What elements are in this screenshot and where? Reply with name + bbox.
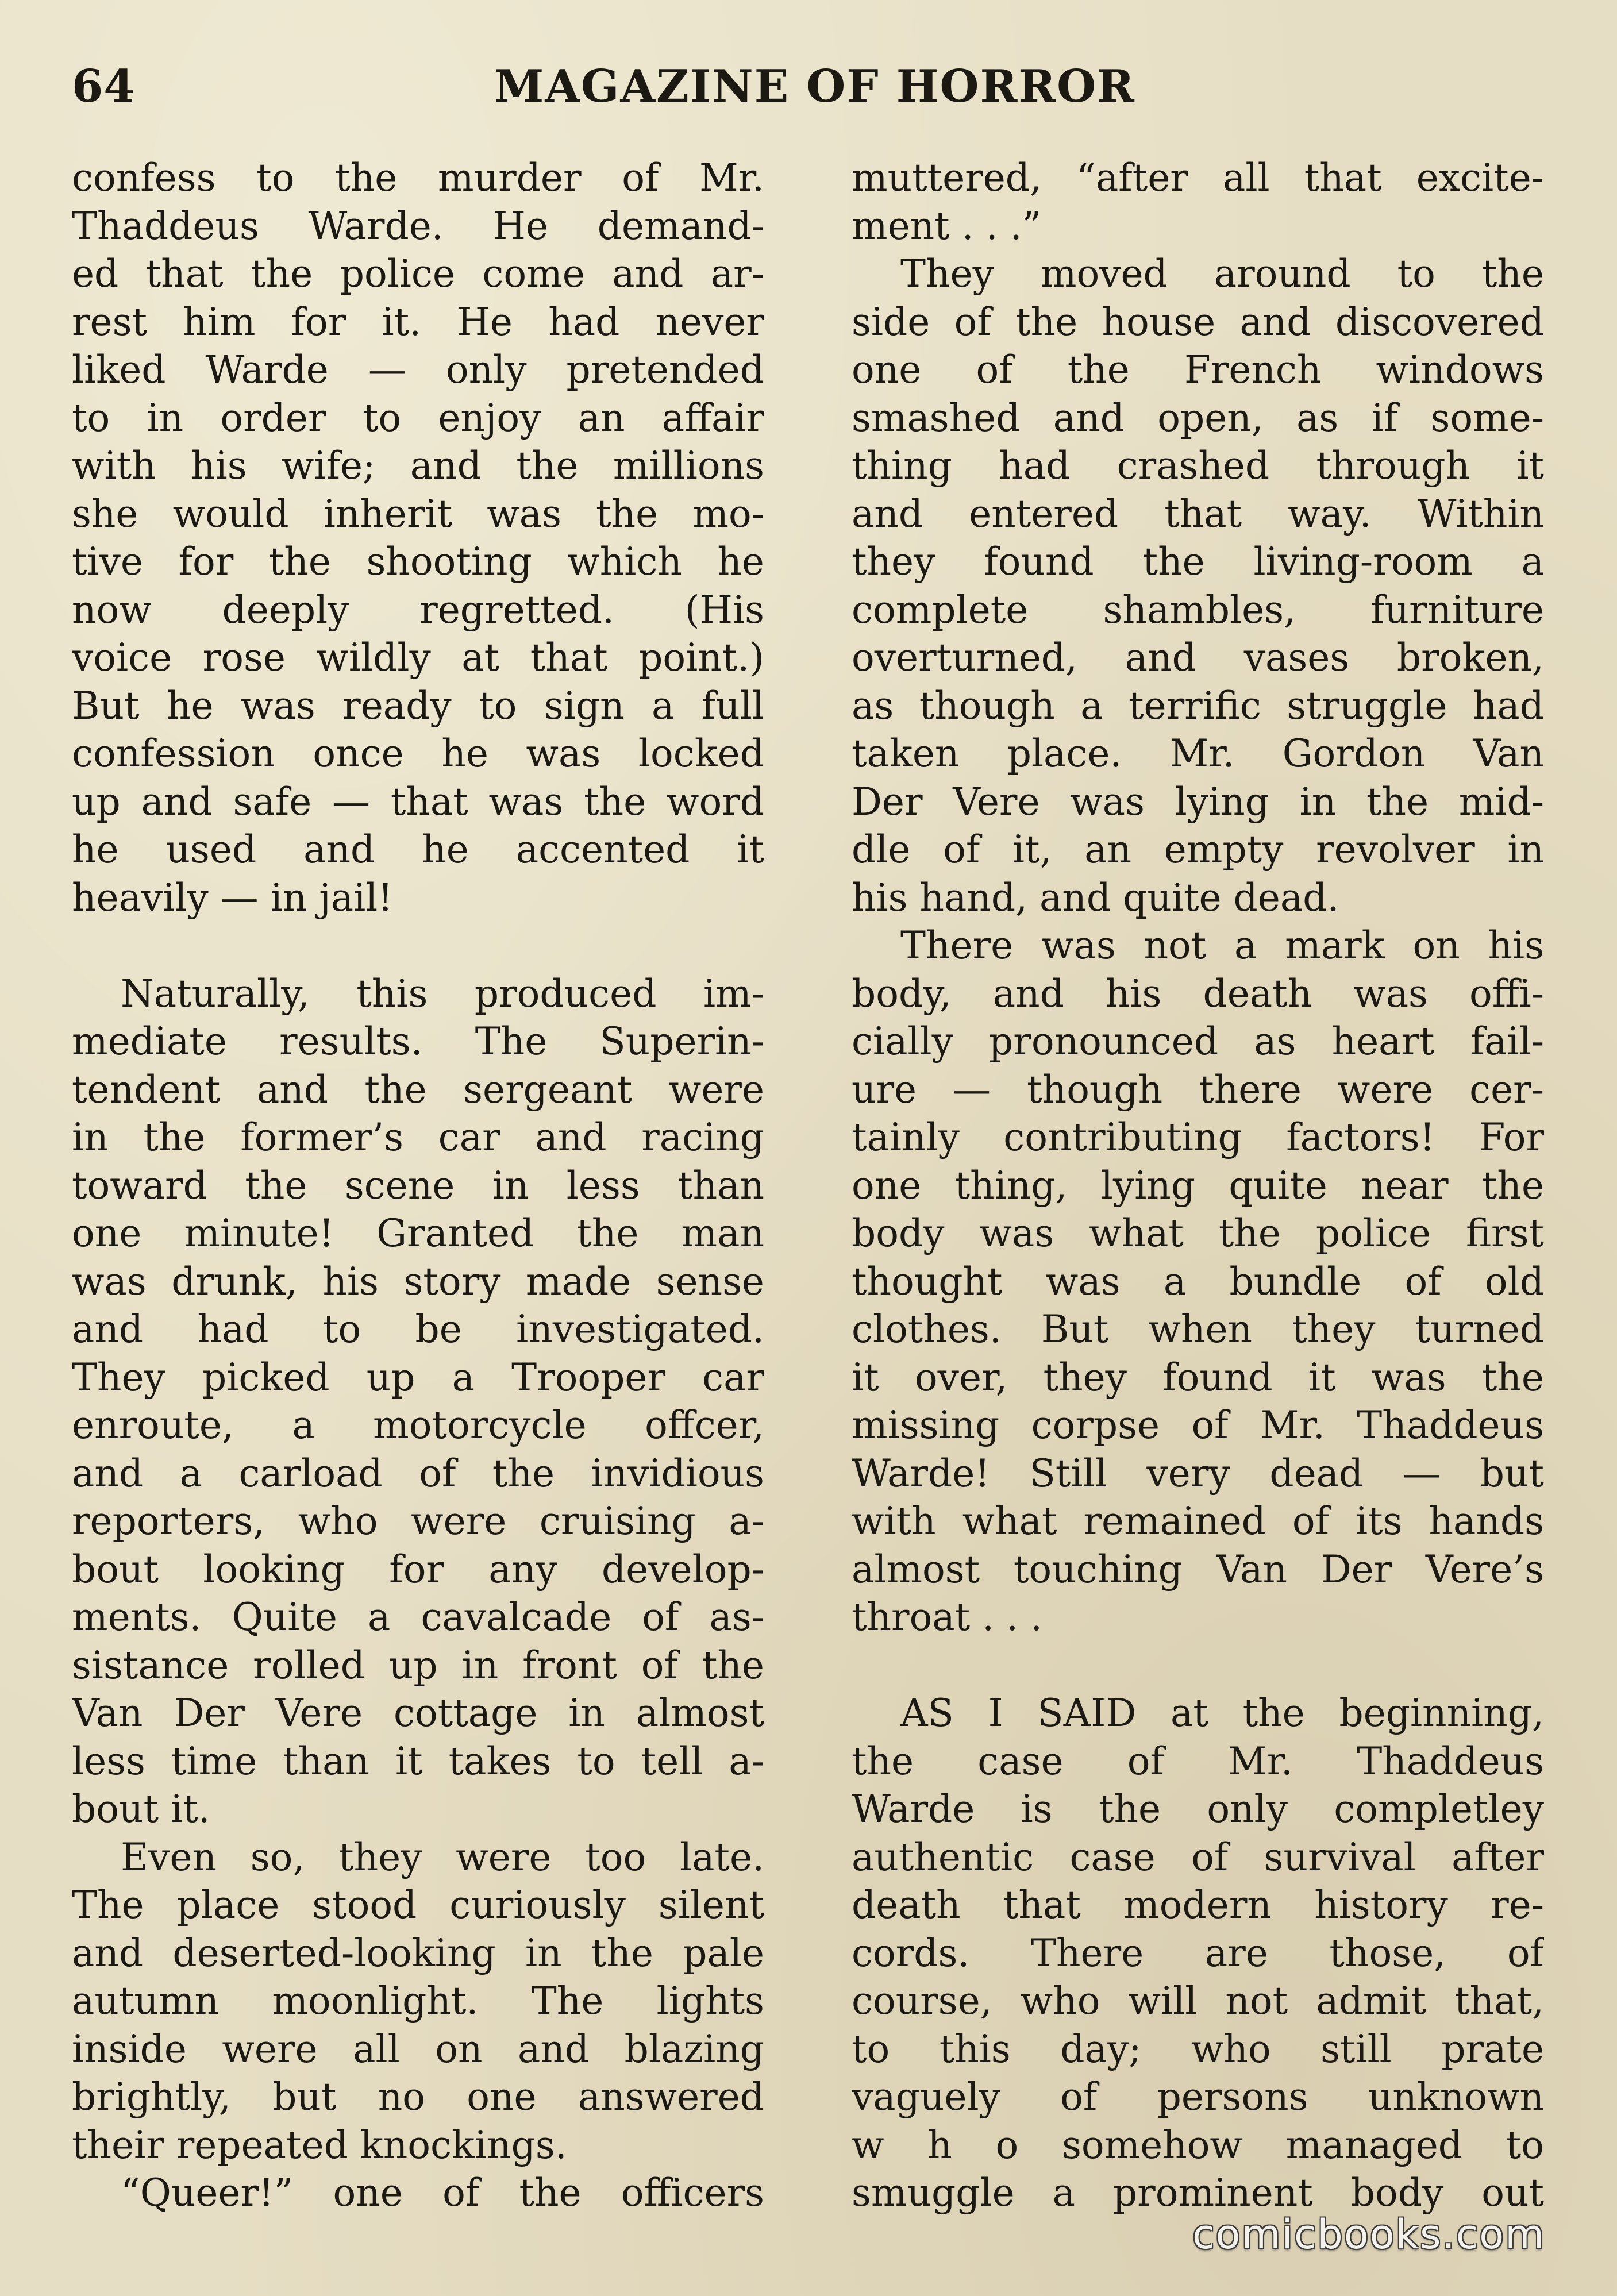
text-line: toward the scene in less than xyxy=(72,1163,764,1208)
text-line: to in order to enjoy an affair xyxy=(72,395,764,440)
text-line: Warde! Still very dead — but xyxy=(852,1451,1544,1496)
text-line: muttered, “after all that excite- xyxy=(852,156,1544,200)
text-line: his hand, and quite dead. xyxy=(852,875,1339,920)
text-line: Van Der Vere cottage in almost xyxy=(72,1691,764,1735)
text-line: the case of Mr. Thaddeus xyxy=(852,1739,1544,1783)
text-line: authentic case of survival after xyxy=(852,1835,1544,1879)
text-line: bout looking for any develop- xyxy=(72,1547,764,1592)
text-line: and deserted-looking in the pale xyxy=(72,1931,764,1975)
paragraph-gap xyxy=(852,1642,1544,1690)
text-line: and a carload of the invidious xyxy=(72,1451,764,1496)
text-line: heavily — in jail! xyxy=(72,875,393,920)
text-line: rest him for it. He had never xyxy=(72,299,764,344)
text-line: tive for the shooting which he xyxy=(72,540,764,584)
text-line: thought was a bundle of old xyxy=(852,1259,1544,1304)
page-number: 64 xyxy=(72,60,136,113)
text-line: There was not a mark on his xyxy=(900,923,1544,968)
text-line: autumn moonlight. The lights xyxy=(72,1979,764,2023)
text-line: enroute, a motorcycle offcer, xyxy=(72,1403,764,1447)
text-line: cially pronounced as heart fail- xyxy=(852,1019,1544,1064)
text-line: less time than it takes to tell a- xyxy=(72,1739,764,1783)
text-line: one of the French windows xyxy=(852,348,1544,392)
text-line: Der Vere was lying in the mid- xyxy=(852,779,1544,824)
text-line: ments. Quite a cavalcade of as- xyxy=(72,1595,764,1639)
text-line: overturned, and vases broken, xyxy=(852,635,1544,680)
text-line: with his wife; and the millions xyxy=(72,444,764,488)
text-line: it over, they found it was the xyxy=(852,1355,1544,1400)
text-line: But he was ready to sign a full xyxy=(72,683,764,728)
text-line: liked Warde — only pretended xyxy=(72,348,764,392)
text-line: The place stood curiously silent xyxy=(72,1883,764,1927)
text-line: They moved around to the xyxy=(900,252,1544,296)
text-line: w h o somehow managed to xyxy=(852,2122,1544,2167)
watermark: comicbooks.com xyxy=(1192,2211,1546,2258)
text-line: bout it. xyxy=(72,1787,210,1831)
text-line: smuggle a prominent body out xyxy=(852,2171,1544,2215)
text-line: AS I SAID at the beginning, xyxy=(900,1691,1544,1735)
text-line: now deeply regretted. (His xyxy=(72,587,764,632)
text-line: Naturally, this produced im- xyxy=(121,971,764,1016)
text-line: ure — though there were cer- xyxy=(852,1067,1544,1112)
text-line: sistance rolled up in front of the xyxy=(72,1643,764,1688)
text-line: reporters, who were cruising a- xyxy=(72,1499,764,1543)
text-line: course, who will not admit that, xyxy=(852,1979,1544,2023)
text-line: tainly contributing factors! For xyxy=(852,1115,1544,1159)
text-line: up and safe — that was the word xyxy=(72,779,764,824)
text-line: he used and he accented it xyxy=(72,827,764,872)
text-line: They picked up a Trooper car xyxy=(72,1355,764,1400)
text-line: missing corpse of Mr. Thaddeus xyxy=(852,1403,1544,1447)
text-line: vaguely of persons unknown xyxy=(852,2075,1544,2119)
text-line: cords. There are those, of xyxy=(852,1931,1544,1975)
text-line: Even so, they were too late. xyxy=(121,1835,764,1879)
text-line: as though a terrific struggle had xyxy=(852,683,1544,728)
text-line: to this day; who still prate xyxy=(852,2027,1544,2071)
text-line: their repeated knockings. xyxy=(72,2122,567,2167)
text-line: with what remained of its hands xyxy=(852,1499,1544,1543)
text-line: inside were all on and blazing xyxy=(72,2027,764,2071)
text-line: dle of it, an empty revolver in xyxy=(852,827,1544,872)
text-line: mediate results. The Superin- xyxy=(72,1019,764,1064)
text-line: in the former’s car and racing xyxy=(72,1115,764,1159)
running-head: MAGAZINE OF HORROR xyxy=(494,60,1135,113)
text-line: taken place. Mr. Gordon Van xyxy=(852,731,1544,776)
text-line: confession once he was locked xyxy=(72,731,764,776)
text-line: one thing, lying quite near the xyxy=(852,1163,1544,1208)
left-text-column xyxy=(72,154,764,2217)
text-line: confess to the murder of Mr. xyxy=(72,156,764,200)
page-header xyxy=(72,55,1543,124)
text-line: tendent and the sergeant were xyxy=(72,1067,764,1112)
text-line: ed that the police come and ar- xyxy=(72,252,764,296)
text-line: and had to be investigated. xyxy=(72,1307,764,1351)
text-line: she would inherit was the mo- xyxy=(72,491,764,536)
paragraph-gap xyxy=(72,922,764,970)
text-line: thing had crashed through it xyxy=(852,444,1544,488)
text-line: ment . . .” xyxy=(852,203,1042,248)
text-line: body was what the police first xyxy=(852,1211,1544,1255)
text-line: clothes. But when they turned xyxy=(852,1307,1544,1351)
text-line: throat . . . xyxy=(852,1595,1043,1639)
right-text-column xyxy=(852,154,1544,2217)
text-line: death that modern history re- xyxy=(852,1883,1544,1927)
text-line: and entered that way. Within xyxy=(852,491,1544,536)
text-line: almost touching Van Der Vere’s xyxy=(852,1547,1544,1592)
text-line: Thaddeus Warde. He demand- xyxy=(72,203,764,248)
text-line: Warde is the only completley xyxy=(852,1787,1544,1831)
text-line: side of the house and discovered xyxy=(852,299,1544,344)
text-line: they found the living-room a xyxy=(852,540,1544,584)
text-line: voice rose wildly at that point.) xyxy=(72,635,764,680)
text-line: complete shambles, furniture xyxy=(852,587,1544,632)
text-line: one minute! Granted the man xyxy=(72,1211,764,1255)
text-line: “Queer!” one of the officers xyxy=(121,2171,764,2215)
text-line: was drunk, his story made sense xyxy=(72,1259,764,1304)
text-line: brightly, but no one answered xyxy=(72,2075,764,2119)
text-line: smashed and open, as if some- xyxy=(852,395,1544,440)
text-line: body, and his death was offi- xyxy=(852,971,1544,1016)
